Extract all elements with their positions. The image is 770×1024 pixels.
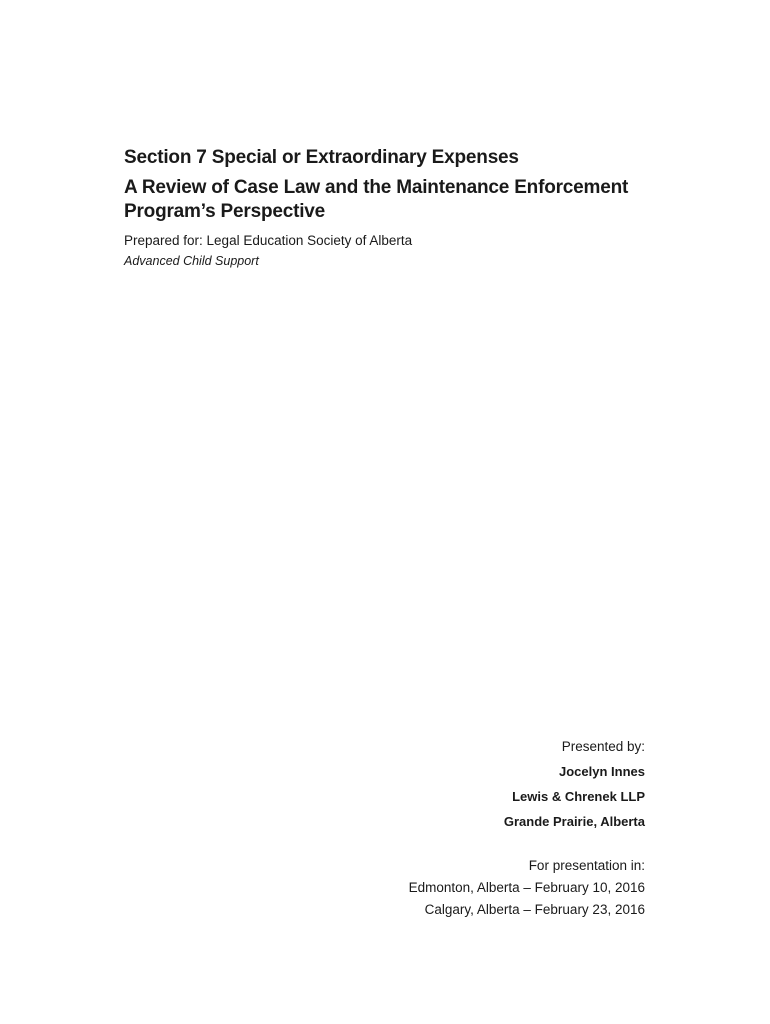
presenter-firm: Lewis & Chrenek LLP: [512, 789, 645, 804]
document-title: [124, 176, 684, 224]
presenter-block: [245, 738, 645, 831]
presentation-block: [225, 856, 645, 920]
course-name: Advanced Child Support: [124, 254, 259, 268]
presenter-location: Grande Prairie, Alberta: [503, 814, 645, 829]
presented-by-label: Presented by:: [561, 739, 645, 754]
document-title-line-2: Program’s Perspective: [124, 201, 326, 222]
prepared-for-text: Prepared for: Legal Education Society of Alberta: [124, 233, 413, 248]
presentation-label: For presentation in:: [528, 858, 645, 873]
section-title: Section 7 Special or Extraordinary Expenses: [124, 147, 519, 168]
presentation-date-edmonton: Edmonton, Alberta – February 10, 2016: [408, 880, 645, 895]
presentation-date-calgary: Calgary, Alberta – February 23, 2016: [424, 902, 645, 917]
presenter-name: Jocelyn Innes: [559, 764, 645, 779]
document-title-line-1: A Review of Case Law and the Maintenance Enforcement: [124, 177, 629, 198]
title-block: [124, 146, 684, 270]
